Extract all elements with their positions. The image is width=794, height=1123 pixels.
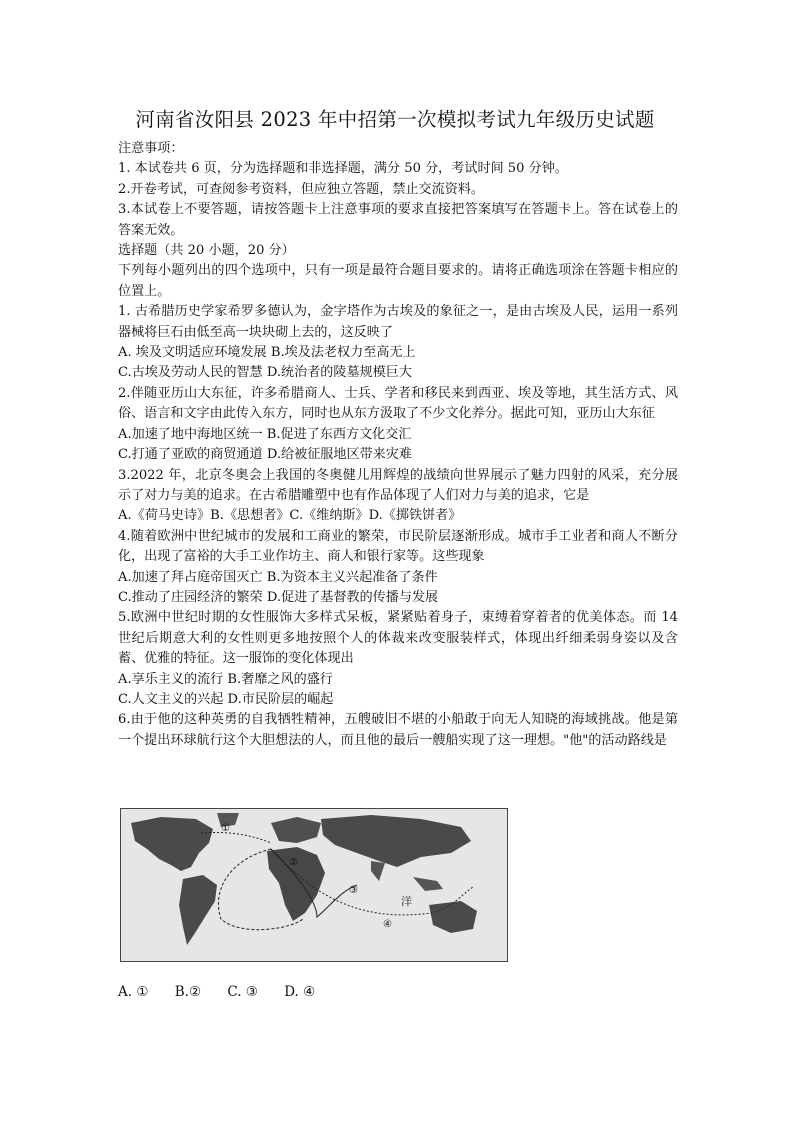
question-4-stem: 4.随着欧洲中世纪城市的发展和工商业的繁荣，市民阶层逐渐形成。城市手工业者和商人不断分化，出现了富裕的大手工业作坊主、商人和银行家等。这些现象 xyxy=(118,528,678,565)
question-2-options-row-2: C.打通了亚欧的商贸通道 D.给被征服地区带来灾难 xyxy=(118,447,412,463)
option-a: A. ① xyxy=(118,984,149,1000)
question-3-options-row-1: A.《荷马史诗》B.《思想者》C.《维纳斯》D.《掷铁饼者》 xyxy=(118,508,462,524)
exam-page xyxy=(118,104,678,751)
map-marker-3: ③ xyxy=(349,885,358,896)
question-2-stem: 2.伴随亚历山大东征，许多希腊商人、士兵、学者和移民来到西亚、埃及等地，其生活方式、风俗、语言和文字由此传入东方，同时也从东方汲取了不少文化养分。据此可知，亚历山大东征 xyxy=(118,385,678,422)
map-image xyxy=(121,809,507,961)
option-b: B.② xyxy=(174,984,202,1000)
question-1-options-row-2: C.古埃及劳动人民的智慧 D.统治者的陵墓规模巨大 xyxy=(118,365,412,381)
question-6-stem: 6.由于他的这种英勇的自我牺牲精神，五艘破旧不堪的小船敢于向无人知晓的海域挑战。他是第一个提出环球航行这个大胆想法的人，而且他的最后一艘船实现了这一理想。"他"的活动路线是 xyxy=(118,712,678,748)
question-5-stem: 5.欧洲中世纪时期的女性服饰大多样式呆板，紧紧贴着身子，束缚着穿着者的优美体态。而 14 世纪后期意大利的女性则更多地按照个人的体裁来改变服装样式，体现出纤细柔弱身姿以及含蓄、优雅的特征。这一服饰的变化体现出 xyxy=(118,610,678,667)
map-marker-1: ① xyxy=(221,823,230,834)
question-1-options-row-1: A. 埃及文明适应环境发展 B.埃及法老权力至高无上 xyxy=(118,345,416,361)
question-4-options-row-2: C.推动了庄园经济的繁荣 D.促进了基督教的传播与发展 xyxy=(118,589,439,605)
section-heading: 选择题（共 20 小题，20 分） xyxy=(118,243,295,259)
notice-item-1: 1. 本试卷共 6 页，分为选择题和非选择题，满分 50 分，考试时间 50 分钟。 xyxy=(118,161,568,177)
notice-item-2: 2.开卷考试，可查阅参考资料，但应独立答题，禁止交流资料。 xyxy=(118,181,485,197)
question-5-options-row-2: C.人文主义的兴起 D.市民阶层的崛起 xyxy=(118,691,334,707)
question-1-stem: 1. 古希腊历史学家希罗多德认为，金字塔作为古埃及的象征之一，是由古埃及人民，运用一系列器械将巨石由低至高一块块砌上去的，这反映了 xyxy=(118,304,678,340)
question-5-options-row-1: A.享乐主义的流行 B.奢靡之风的盛行 xyxy=(118,671,333,687)
option-c: C. ③ xyxy=(227,984,258,1000)
section-instruction: 下列每小题列出的四个选项中，只有一项是最符合题目要求的。请将正确选项涂在答题卡相应的位置上。 xyxy=(118,263,678,299)
question-4-options-row-1: A.加速了拜占庭帝国灭亡 B.为资本主义兴起准备了条件 xyxy=(118,569,438,585)
map-marker-4: ④ xyxy=(383,919,392,930)
option-d: D. ④ xyxy=(284,984,316,1000)
notice-item-3: 3.本试卷上不要答题，请按答题卡上注意事项的要求直接把答案填写在答题卡上。答在试卷上的答案无效。 xyxy=(118,202,678,238)
question-3-stem: 3.2022 年，北京冬奥会上我国的冬奥健儿用辉煌的战绩向世界展示了魅力四射的风采，充分展示了对力与美的追求。在古希腊雕塑中也有作品体现了人们对力与美的追求，它是 xyxy=(118,467,678,503)
world-route-map xyxy=(120,808,508,962)
map-marker-2: ② xyxy=(289,857,298,868)
question-2-options-row-1: A.加速了地中海地区统一 B.促进了东西方文化交汇 xyxy=(118,426,412,442)
question-6-options xyxy=(118,984,337,1000)
exam-title: 河南省汝阳县 2023 年中招第一次模拟考试九年级历史试题 xyxy=(135,108,655,131)
notice-heading: 注意事项： xyxy=(118,141,184,156)
map-ocean-label: 洋 xyxy=(401,895,412,908)
